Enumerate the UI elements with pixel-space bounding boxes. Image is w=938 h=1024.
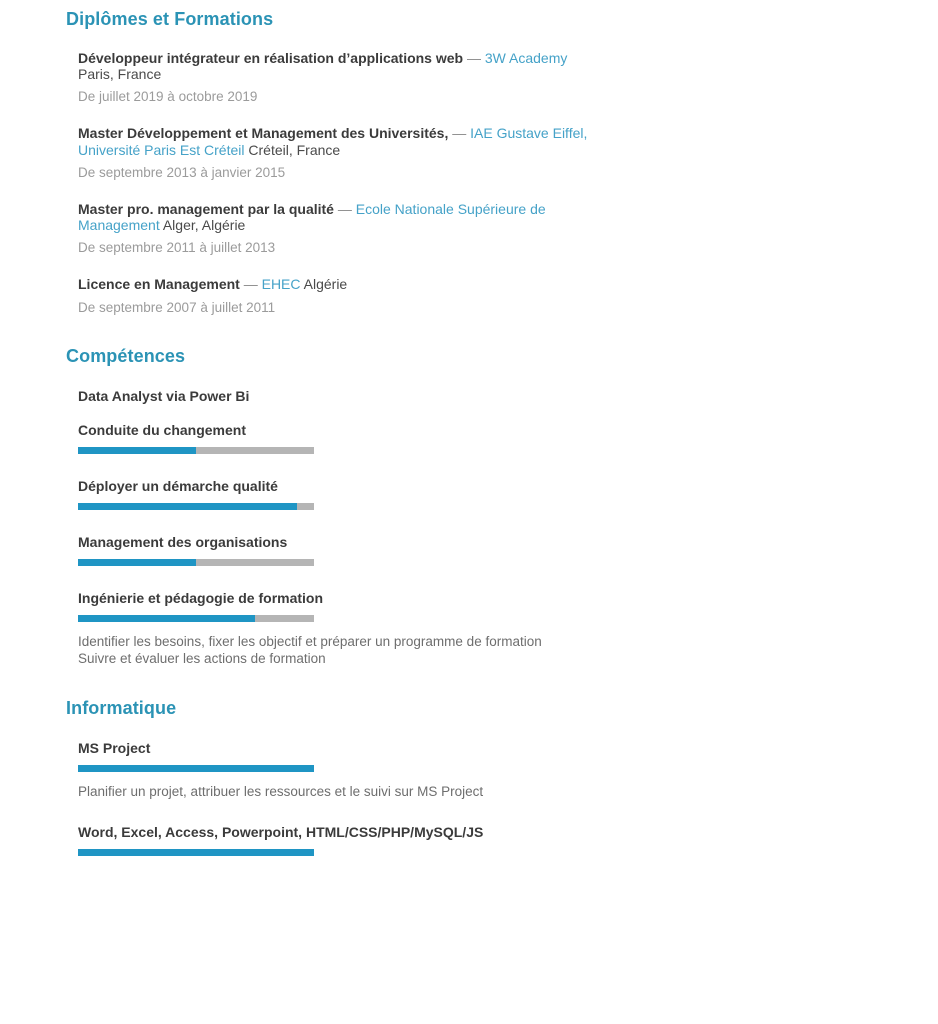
skill-progress-fill bbox=[78, 447, 196, 454]
skill-description bbox=[78, 783, 606, 800]
skill-description bbox=[78, 633, 606, 668]
formation-entry-line bbox=[78, 201, 606, 233]
skill-progress-track bbox=[78, 559, 314, 566]
skill-item bbox=[78, 388, 606, 404]
skill-label: Conduite du changement bbox=[78, 421, 246, 438]
formation-entry bbox=[78, 50, 606, 104]
skill-progress-track bbox=[78, 765, 314, 772]
informatique-title: Informatique bbox=[66, 698, 177, 719]
location-text: Paris, France bbox=[78, 66, 162, 83]
skill-progress-fill bbox=[78, 559, 196, 566]
formation-entry bbox=[78, 201, 606, 255]
skill-description-line: Identifier les besoins, fixer les objectif et préparer un programme de formation bbox=[78, 633, 542, 649]
skill-progress-track bbox=[78, 849, 314, 856]
school-link[interactable]: 3W Academy bbox=[484, 50, 568, 66]
period-text: De juillet 2019 à octobre 2019 bbox=[78, 89, 258, 105]
skill-item bbox=[78, 824, 606, 856]
skill-item bbox=[78, 478, 606, 510]
section-informatique bbox=[66, 698, 898, 856]
skill-progress-track bbox=[78, 447, 314, 454]
period-text: De septembre 2013 à janvier 2015 bbox=[78, 164, 286, 180]
school-link[interactable]: EHEC bbox=[261, 276, 301, 293]
period-text: De septembre 2011 à juillet 2013 bbox=[78, 240, 276, 256]
location-text: Créteil, France bbox=[248, 141, 341, 158]
em-dash: — bbox=[452, 125, 467, 142]
formation-entry bbox=[78, 276, 606, 314]
skill-label: Ingénierie et pédagogie de formation bbox=[78, 589, 324, 606]
formation-entry-line bbox=[78, 50, 606, 82]
skill-description-line: Planifier un projet, attribuer les ressources et le suivi sur MS Project bbox=[78, 784, 484, 800]
skill-item bbox=[78, 534, 606, 566]
section-formations bbox=[66, 9, 898, 315]
skill-progress-track bbox=[78, 503, 314, 510]
school-link[interactable]: Ecole Nationale Supérieure de Management bbox=[78, 200, 546, 234]
degree-title: Master Développement et Management des Universités, bbox=[78, 125, 449, 142]
formation-entry-line bbox=[78, 125, 606, 157]
formations-title: Diplômes et Formations bbox=[66, 9, 274, 29]
skill-progress-fill bbox=[78, 765, 314, 772]
formation-entry bbox=[78, 125, 606, 179]
location-text: Algérie bbox=[303, 276, 348, 293]
section-competences bbox=[66, 346, 898, 668]
competences-list bbox=[78, 388, 898, 668]
skill-description-line: Suivre et évaluer les actions de formation bbox=[78, 650, 326, 666]
skill-label: Word, Excel, Access, Powerpoint, HTML/CSS/PHP/MySQL/JS bbox=[78, 824, 484, 841]
em-dash: — bbox=[466, 50, 481, 66]
skill-label: Déployer un démarche qualité bbox=[78, 477, 278, 494]
competences-title: Compétences bbox=[66, 345, 186, 366]
skill-label: Data Analyst via Power Bi bbox=[78, 387, 250, 404]
degree-title: Licence en Management bbox=[78, 276, 240, 293]
skill-progress-track bbox=[78, 615, 314, 622]
em-dash: — bbox=[243, 276, 258, 293]
location-text: Alger, Algérie bbox=[162, 217, 246, 234]
skill-progress-fill bbox=[78, 503, 297, 510]
degree-title: Développeur intégrateur en réalisation d’applications web bbox=[78, 50, 464, 66]
formations-list bbox=[78, 50, 898, 315]
skill-item bbox=[78, 590, 606, 668]
formation-entry-line bbox=[78, 276, 606, 292]
em-dash: — bbox=[337, 200, 352, 217]
skill-label: MS Project bbox=[78, 740, 151, 757]
skill-item bbox=[78, 740, 606, 800]
skill-progress-fill bbox=[78, 849, 314, 856]
skill-item bbox=[78, 422, 606, 454]
skill-label: Management des organisations bbox=[78, 533, 288, 550]
school-link[interactable]: IAE Gustave Eiffel, Université Paris Est Créteil bbox=[78, 125, 588, 158]
period-text: De septembre 2007 à juillet 2011 bbox=[78, 299, 276, 315]
degree-title: Master pro. management par la qualité bbox=[78, 200, 334, 217]
informatique-list bbox=[78, 740, 898, 856]
skill-progress-fill bbox=[78, 615, 255, 622]
